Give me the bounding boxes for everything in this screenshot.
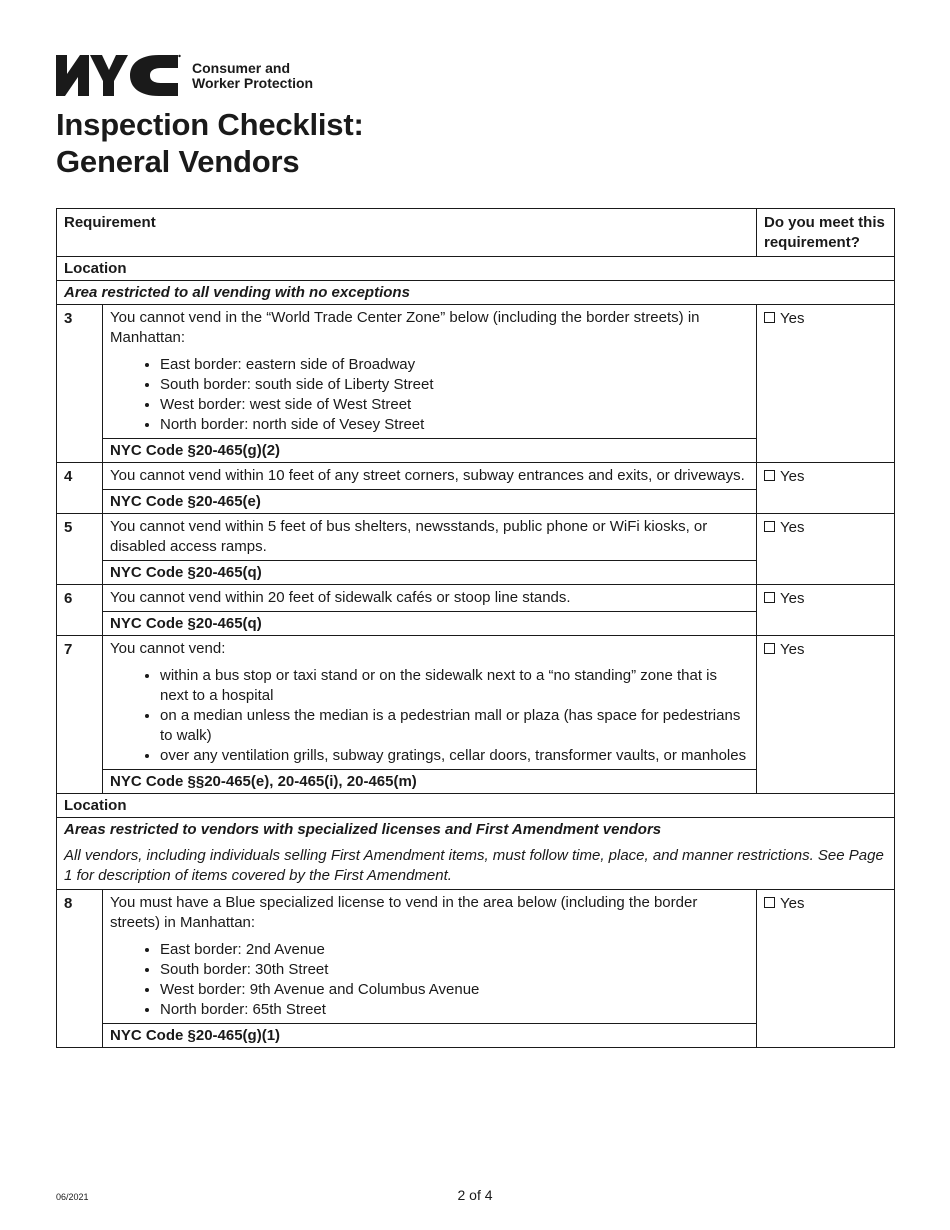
requirement-text: You cannot vend within 10 feet of any street corners, subway entrances and exits, or driveways. [103,463,757,490]
yes-checkbox-cell[interactable] [757,305,895,463]
table-row [57,463,895,490]
list-item: • West border: west side of West Street [160,395,749,415]
list-item: • on a median unless the median is a pedestrian mall or plaza (has space for pedestrians to walk) [160,706,749,746]
agency-name [192,61,313,91]
table-header-row [57,209,895,257]
list-item: • East border: eastern side of Broadway [160,355,749,375]
logo-row [56,54,313,98]
subsection-label: Areas restricted to vendors with specialized licenses and First Amendment vendors [64,821,662,838]
yes-checkbox-cell[interactable] [757,890,895,1048]
list-item: • South border: south side of Liberty Street [160,375,749,395]
bullet-list [110,666,749,766]
code-reference: NYC Code §20-465(q) [103,561,757,585]
yes-checkbox-cell[interactable] [757,514,895,585]
checkbox-icon[interactable] [764,521,775,532]
yes-label: Yes [780,895,805,912]
agency-line-2: Worker Protection [192,75,314,91]
list-item: • South border: 30th Street [160,960,749,980]
table-row [57,585,895,612]
subsection-row [57,281,895,305]
requirement-header: Requirement [57,209,757,257]
code-reference: NYC Code §20-465(g)(2) [103,439,757,463]
list-item: • North border: north side of Vesey Street [160,415,749,435]
requirement-number: 6 [57,585,103,636]
yes-checkbox-cell[interactable] [757,636,895,794]
page-header [56,54,313,98]
table-row [57,514,895,561]
subsection-note: All vendors, including individuals selling First Amendment items, must follow time, place, and manner restrictions. See Page 1 for description of items covered by the First Amendment. [64,847,884,884]
section-row [57,794,895,818]
list-item: • North border: 65th Street [160,1000,749,1020]
list-item: • West border: 9th Avenue and Columbus Avenue [160,980,749,1000]
section-label: Location [57,257,895,281]
requirement-text [103,305,757,439]
code-reference: NYC Code §§20-465(e), 20-465(i), 20-465(m) [103,770,757,794]
requirement-text: You cannot vend within 5 feet of bus shelters, newsstands, public phone or WiFi kiosks, or disabled access ramps. [103,514,757,561]
table-row [57,305,895,439]
checkbox-icon[interactable] [764,592,775,603]
subsection-row [57,818,895,890]
list-item: • within a bus stop or taxi stand or on the sidewalk next to a “no standing” zone that is next to a hospital [160,666,749,706]
nyc-logo [56,54,181,98]
requirement-text [103,890,757,1024]
requirement-description: You cannot vend: [110,640,226,657]
footer-date: 06/2021 [56,1192,89,1202]
yes-label: Yes [780,641,805,658]
list-item: • East border: 2nd Avenue [160,940,749,960]
yes-label: Yes [780,590,805,607]
checklist-table [56,208,895,1048]
yes-label: Yes [780,519,805,536]
code-reference: NYC Code §20-465(q) [103,612,757,636]
table-row [57,890,895,1024]
checkbox-icon[interactable] [764,897,775,908]
yes-checkbox-cell[interactable] [757,585,895,636]
subsection-label: Area restricted to all vending with no exceptions [57,281,895,305]
subsection-block [57,818,895,890]
requirement-text: You cannot vend within 20 feet of sidewalk cafés or stoop line stands. [103,585,757,612]
code-reference: NYC Code §20-465(e) [103,490,757,514]
requirement-number: 5 [57,514,103,585]
requirement-number: 8 [57,890,103,1048]
title-line-1: Inspection Checklist: [56,107,364,142]
requirement-description: You cannot vend in the “World Trade Center Zone” below (including the border streets) in Manhattan: [110,309,700,346]
yes-label: Yes [780,310,805,327]
bullet-list [110,940,749,1020]
list-item: • over any ventilation grills, subway gratings, cellar doors, transformer vaults, or manholes [160,746,749,766]
requirement-number: 3 [57,305,103,463]
code-reference: NYC Code §20-465(g)(1) [103,1024,757,1048]
checkbox-icon[interactable] [764,470,775,481]
document-title [56,106,364,180]
requirement-description: You must have a Blue specialized license to vend in the area below (including the border streets) in Manhattan: [110,894,698,931]
requirement-number: 4 [57,463,103,514]
checkbox-icon[interactable] [764,312,775,323]
yes-label: Yes [780,468,805,485]
requirement-number: 7 [57,636,103,794]
agency-line-1: Consumer and [192,60,291,76]
title-line-2: General Vendors [56,144,300,179]
requirement-text [103,636,757,770]
table-row [57,636,895,770]
meet-header: Do you meet this requirement? [757,209,895,257]
section-row [57,257,895,281]
checkbox-icon[interactable] [764,643,775,654]
yes-checkbox-cell[interactable] [757,463,895,514]
page-number: 2 of 4 [457,1187,493,1203]
section-label: Location [57,794,895,818]
bullet-list [110,355,749,435]
